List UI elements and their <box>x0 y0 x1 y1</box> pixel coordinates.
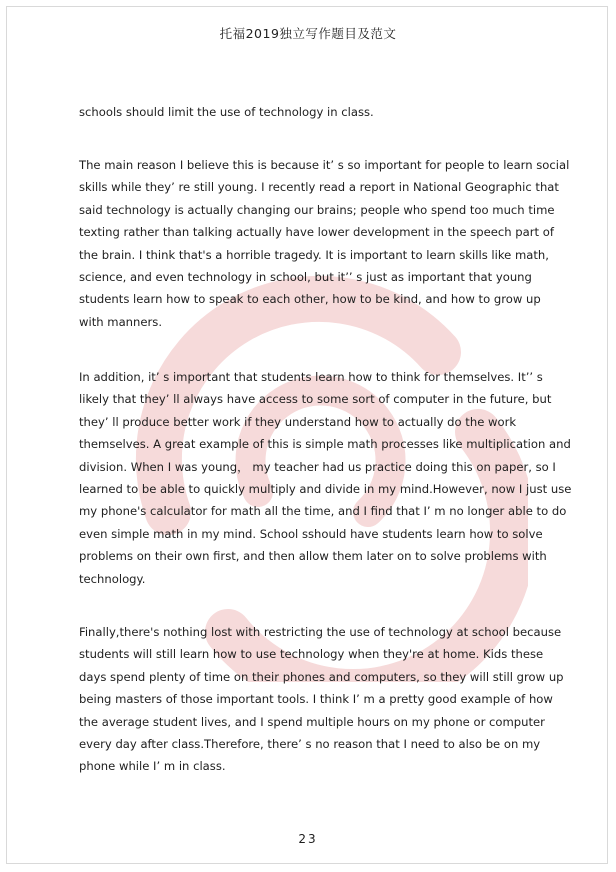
text-line: Finally,there's nothing lost with restricting the use of technology at school because <box>79 625 562 639</box>
text-line: skills while they’ re still young. I recently read a report in National Geographic that <box>79 180 559 195</box>
text-line: texting rather than talking actually have lower development in the speech part of <box>79 225 554 240</box>
text-line: science, and even technology in school, but it’’ s just as important that young <box>79 269 532 284</box>
text-line: days spend plenty of time on their phones and computers, so they will still grow up <box>79 669 564 684</box>
text-line: division. When I was young， my teacher had us practice doing this on paper, so I <box>79 459 556 474</box>
text-line: the average student lives, and I spend multiple hours on my phone or computer <box>79 714 545 729</box>
text-line: likely that they’ ll always have access to some sort of computer in the future, but <box>79 392 552 407</box>
paragraph-main-reason <box>79 154 570 333</box>
text-line: phone while I’ m in class. <box>79 759 226 774</box>
text-line: students learn how to speak to each other, how to be kind, and how to grow up <box>79 292 541 307</box>
text-line: even simple math in my mind. School sshould have students learn how to solve <box>79 526 543 541</box>
text-line: every day after class.Therefore, there’ s no reason that I need to also be on my <box>79 736 541 751</box>
page-number: 23 <box>298 832 318 846</box>
text-line: learned to be able to quickly multiply and divide in my mind.However, now I just use <box>79 481 572 496</box>
text-line: they’ ll produce better work if they understand how to actually do the work <box>79 414 517 429</box>
text-line: schools should limit the use of technology in class. <box>79 105 374 119</box>
page-header-title: 托福2019独立写作题目及范文 <box>219 26 397 41</box>
text-line: problems on their own first, and then allow them later on to solve problems with <box>79 549 547 564</box>
text-line: said technology is actually changing our brains; people who spend too much time <box>79 202 555 217</box>
text-line: my phone's calculator for math all the time, and I find that I’ m no longer able to do <box>79 504 567 519</box>
text-line: the brain. I think that's a horrible tragedy. It is important to learn skills like math, <box>79 247 549 262</box>
text-line: technology. <box>79 571 146 586</box>
text-line: with manners. <box>79 314 163 329</box>
text-line: being masters of those important tools. I think I’ m a pretty good example of how <box>79 692 553 707</box>
paragraph-in-addition <box>79 366 572 590</box>
text-line: themselves. A great example of this is simple math processes like multiplication and <box>79 437 571 452</box>
paragraph-intro <box>79 101 549 123</box>
paragraph-finally <box>79 621 564 778</box>
text-line: In addition, it’ s important that students learn how to think for themselves. It’’ s <box>79 370 543 384</box>
text-line: students will still learn how to use technology when they're at home. Kids these <box>79 647 544 662</box>
text-line: The main reason I believe this is because it’ s so important for people to learn social <box>79 158 570 172</box>
